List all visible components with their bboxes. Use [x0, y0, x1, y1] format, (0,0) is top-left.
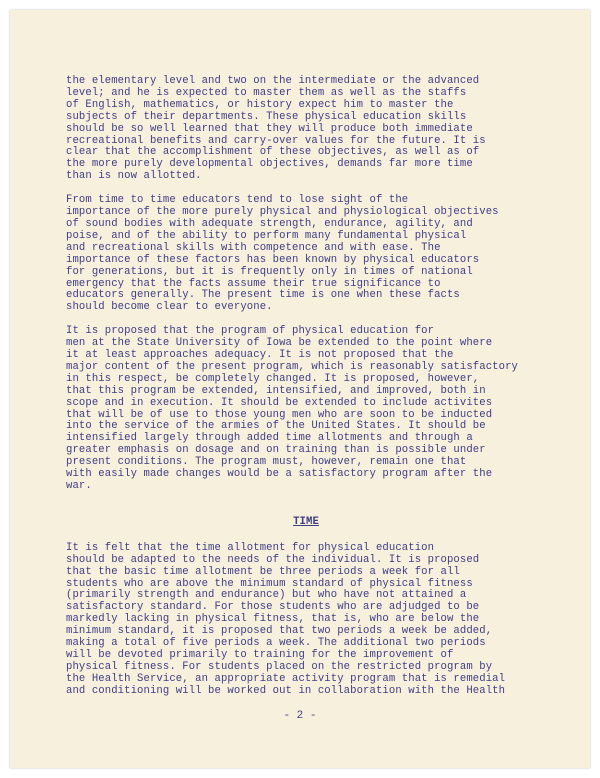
- document-page: [10, 10, 590, 768]
- paragraph-time-allotment: It is felt that the time allotment for physical education should be adapted to the needs of the individual. It is proposed that the basic time allotment be three periods a week for all students who are above the minimum standard of physical fitness (primarily strength and endurance) but who have not attained a satisfactory standard. For those students who are adjudged to be markedly lacking in physical fitness, that is, who are below the minimum standard, it is proposed that two periods a week be added, making a total of five periods a week. The additional two periods will be devoted primarily to training for the improvement of physical fitness. For students placed on the restricted program by the Health Service, an appropriate activity program that is remedial and conditioning will be worked out in collaboration with the Health: [66, 541, 506, 697]
- page-number: - 2 -: [283, 710, 317, 722]
- paragraph-proposal: It is proposed that the program of physical education for men at the State University of Iowa be extended to the point where it at least approaches adequacy. It is not proposed that the major content of the present program, which is reasonably satisfactory in this respect, be completely changed. It is proposed, however, that this program be extended, intensified, and improved, both in scope and in execution. It should be extended to include activites that will be of use to those young men who are soon to be inducted into the service of the armies of the United States. It should be intensified largely through added time allotments and through a greater emphasis on dosage and on training than is possible under present conditions. The program must, however, remain one that with easily made changes would be a satisfactory program after the war.: [66, 325, 519, 492]
- paragraph-continuation: the elementary level and two on the intermediate or the advanced level; and he is expected to master them as well as the staffs of English, mathematics, or history expect him to master the subjects of their departments. These physical education skills should be so well learned that they will produce both immediate recreational benefits and carry-over values for the future. It is clear that the accomplishment of these objectives, as well as of the more purely developmental objectives, demands far more time than is now allotted.: [66, 75, 486, 183]
- section-heading-time: TIME: [293, 515, 319, 528]
- paragraph-objectives: From time to time educators tend to lose sight of the importance of the more purely physical and physiological objectives of sound bodies with adequate strength, endurance, agility, and poise, and of the ability to perform many fundamental physical and recreational skills with competence and with ease. The importance of these factors has been known by physical educators for generations, but it is frequently only in times of national emergency that the facts assume their true significance to educators generally. The present time is one when these facts should become clear to everyone.: [66, 194, 499, 314]
- document-body: [66, 76, 546, 710]
